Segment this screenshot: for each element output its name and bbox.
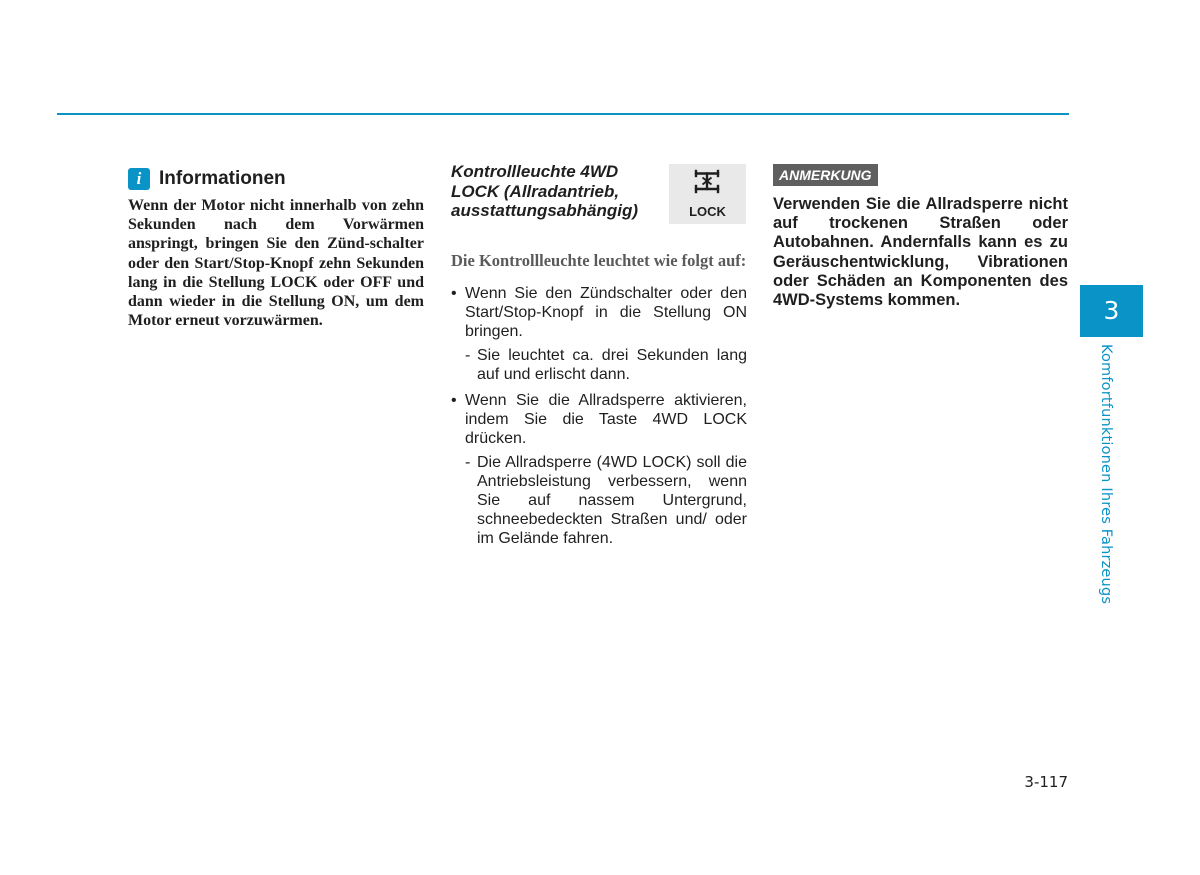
indicator-header xyxy=(451,160,747,230)
indicator-list xyxy=(451,284,747,548)
indicator-lead: Die Kontrollleuchte leuchtet wie folgt auf: xyxy=(451,251,747,270)
page-number: 3-117 xyxy=(1024,773,1068,791)
dash-mark: - xyxy=(465,453,471,471)
info-section xyxy=(128,166,424,330)
list-subitem-text: Die Allradsperre (4WD LOCK) soll die Antriebsleistung verbessern, wenn Sie auf nassem Untergrund, schneebedeckten Straßen und/ oder im Gelände fahren. xyxy=(477,453,747,547)
list-item-text: Wenn Sie die Allradsperre aktivieren, indem Sie die Taste 4WD LOCK drücken. xyxy=(465,391,747,447)
list-subitem xyxy=(451,346,747,384)
list-subitem-text: Sie leuchtet ca. drei Sekunden lang auf und erlischt dann. xyxy=(477,346,747,383)
lock-icon-label: LOCK xyxy=(689,204,726,219)
list-subitem xyxy=(451,453,747,548)
note-body: Verwenden Sie die Allradsperre nicht auf trockenen Straßen oder Autobahnen. Andernfalls kann es zu Geräuschentwicklung, Vibrationen oder Schäden an Komponenten des 4WD-Systems kommen. xyxy=(773,195,1068,310)
info-body: Wenn der Motor nicht innerhalb von zehn Sekunden nach dem Vorwärmen anspringt, bringen Sie den Zünd-schalter oder den Start/Stop-Knopf zehn Sekunden lang in die Stellung LOCK oder OFF und dann wieder in die Stellung ON, um dem Motor erneut vorzuwärmen. xyxy=(128,197,424,330)
bullet-mark: • xyxy=(451,391,457,409)
bullet-mark: • xyxy=(451,284,457,302)
4wd-lock-icon xyxy=(669,164,746,224)
dash-mark: - xyxy=(465,346,471,364)
chapter-title: Komfortfunktionen Ihres Fahrzeugs xyxy=(1098,344,1114,605)
note-section xyxy=(773,164,1068,310)
list-item xyxy=(451,391,747,448)
note-badge: ANMERKUNG xyxy=(773,164,878,186)
info-icon: i xyxy=(128,168,150,190)
list-item-text: Wenn Sie den Zündschalter oder den Start/Stop-Knopf in die Stellung ON bringen. xyxy=(465,284,747,340)
indicator-section xyxy=(451,160,747,548)
info-header xyxy=(128,166,424,192)
list-item xyxy=(451,284,747,341)
info-title: Informationen xyxy=(159,168,286,189)
header-rule xyxy=(57,113,1069,115)
chapter-tab: 3 xyxy=(1080,285,1143,337)
drivetrain-icon xyxy=(693,169,721,195)
indicator-title: Kontrollleuchte 4WD LOCK (Allradantrieb, ausstattungsabhängig) xyxy=(451,162,639,220)
